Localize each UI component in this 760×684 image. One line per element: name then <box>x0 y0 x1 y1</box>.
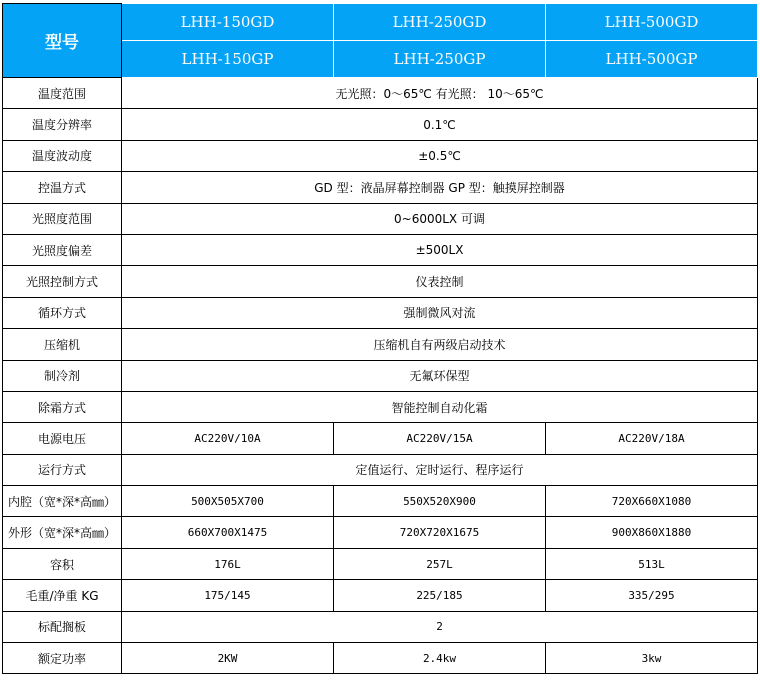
spec-label: 内腔（宽*深*高㎜） <box>3 486 122 517</box>
spec-row <box>3 548 758 579</box>
spec-row <box>3 643 758 674</box>
spec-label: 控温方式 <box>3 172 122 203</box>
spec-value: 定值运行、定时运行、程序运行 <box>122 454 758 485</box>
spec-value: 压缩机自有两级启动技术 <box>122 329 758 360</box>
spec-row <box>3 109 758 140</box>
spec-label: 额定功率 <box>3 643 122 674</box>
spec-value: 513L <box>546 548 758 579</box>
spec-value: 900X860X1880 <box>546 517 758 548</box>
spec-value: 0~6000LX 可调 <box>122 203 758 234</box>
spec-label: 温度波动度 <box>3 140 122 171</box>
header-row-1 <box>3 4 758 41</box>
spec-row <box>3 203 758 234</box>
spec-value: 175/145 <box>122 580 334 611</box>
model-name-cell: LHH-500GD <box>546 4 758 41</box>
spec-row <box>3 297 758 328</box>
spec-label: 容积 <box>3 548 122 579</box>
spec-label: 标配搁板 <box>3 611 122 642</box>
spec-value: 无氟环保型 <box>122 360 758 391</box>
spec-value: 660X700X1475 <box>122 517 334 548</box>
spec-label: 外形（宽*深*高㎜） <box>3 517 122 548</box>
model-name-cell: LHH-150GD <box>122 4 334 41</box>
spec-row <box>3 391 758 422</box>
spec-label: 温度分辨率 <box>3 109 122 140</box>
spec-label: 运行方式 <box>3 454 122 485</box>
spec-value: 智能控制自动化霜 <box>122 391 758 422</box>
spec-row <box>3 454 758 485</box>
spec-label: 温度范围 <box>3 78 122 109</box>
model-name-cell: LHH-150GP <box>122 41 334 78</box>
spec-value: GD 型：液晶屏幕控制器 GP 型：触摸屏控制器 <box>122 172 758 203</box>
spec-value: 仪表控制 <box>122 266 758 297</box>
spec-value: ±500LX <box>122 234 758 265</box>
spec-value: 3kw <box>546 643 758 674</box>
spec-value: 720X720X1675 <box>334 517 546 548</box>
spec-label: 光照度范围 <box>3 203 122 234</box>
model-name-cell: LHH-500GP <box>546 41 758 78</box>
spec-row <box>3 423 758 454</box>
spec-value: 225/185 <box>334 580 546 611</box>
spec-label: 压缩机 <box>3 329 122 360</box>
spec-value: AC220V/10A <box>122 423 334 454</box>
spec-value: AC220V/15A <box>334 423 546 454</box>
spec-row <box>3 486 758 517</box>
spec-row <box>3 140 758 171</box>
spec-label: 制冷剂 <box>3 360 122 391</box>
spec-label: 光照度偏差 <box>3 234 122 265</box>
model-header-label: 型号 <box>3 4 122 78</box>
spec-value: 335/295 <box>546 580 758 611</box>
spec-row <box>3 172 758 203</box>
spec-label: 除霜方式 <box>3 391 122 422</box>
spec-value: 720X660X1080 <box>546 486 758 517</box>
spec-value: AC220V/18A <box>546 423 758 454</box>
spec-label: 电源电压 <box>3 423 122 454</box>
spec-row <box>3 266 758 297</box>
spec-value: 2.4kw <box>334 643 546 674</box>
spec-value: 500X505X700 <box>122 486 334 517</box>
spec-table <box>2 3 758 674</box>
spec-value: 257L <box>334 548 546 579</box>
spec-label: 光照控制方式 <box>3 266 122 297</box>
spec-row <box>3 611 758 642</box>
spec-row <box>3 580 758 611</box>
spec-row <box>3 329 758 360</box>
spec-row <box>3 360 758 391</box>
spec-value: 无光照：0～65℃ 有光照： 10～65℃ <box>122 78 758 109</box>
spec-value: 2KW <box>122 643 334 674</box>
model-name-cell: LHH-250GD <box>334 4 546 41</box>
spec-value: 2 <box>122 611 758 642</box>
spec-row <box>3 517 758 548</box>
spec-value: 550X520X900 <box>334 486 546 517</box>
spec-row <box>3 78 758 109</box>
spec-label: 循环方式 <box>3 297 122 328</box>
spec-label: 毛重/净重 KG <box>3 580 122 611</box>
model-name-cell: LHH-250GP <box>334 41 546 78</box>
spec-value: 0.1℃ <box>122 109 758 140</box>
spec-row <box>3 234 758 265</box>
spec-value: 强制微风对流 <box>122 297 758 328</box>
spec-value: 176L <box>122 548 334 579</box>
spec-value: ±0.5℃ <box>122 140 758 171</box>
